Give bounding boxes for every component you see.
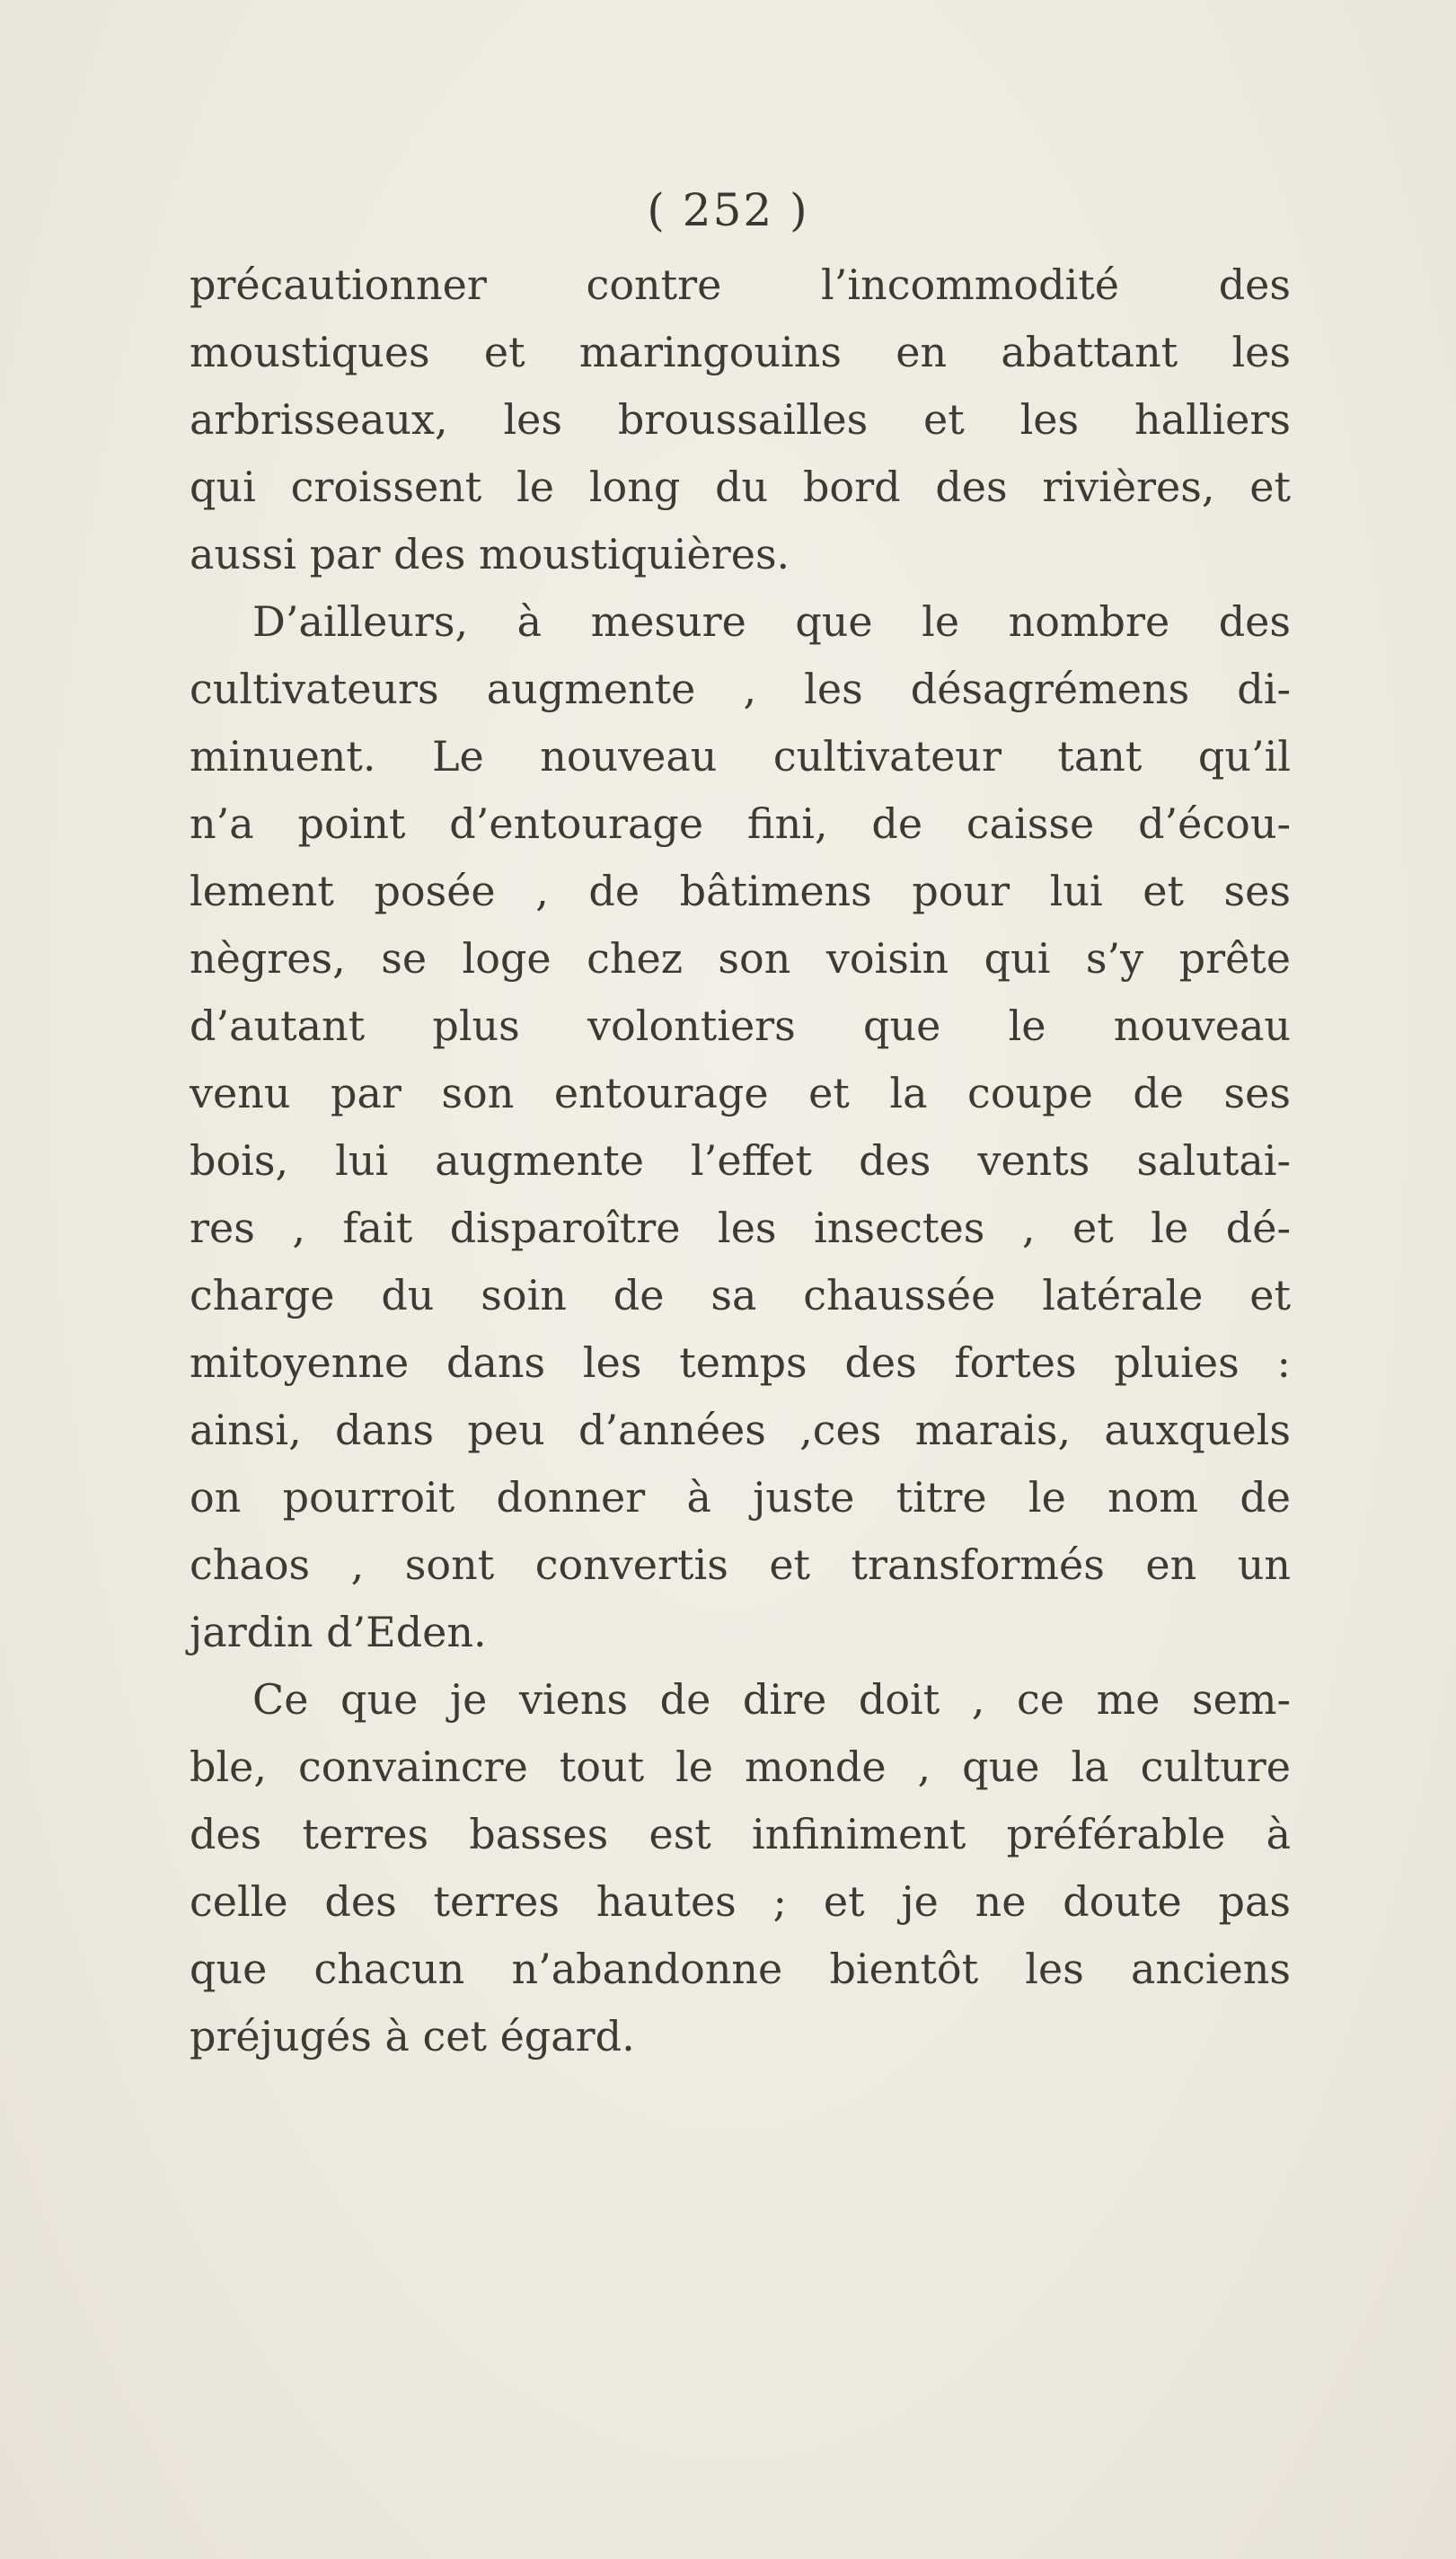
text-line: bois, lui augmente l’effet des vents salutai-	[190, 1136, 1291, 1185]
page-number: ( 252 )	[647, 184, 809, 236]
text-line: précautionner contre l’incommodité des	[190, 260, 1291, 309]
text-line: charge du soin de sa chaussée latérale et	[190, 1271, 1291, 1319]
text-line: aussi par des moustiquières.	[190, 530, 790, 578]
text-line: chaos , sont convertis et transformés en un	[190, 1540, 1291, 1589]
text-line: qui croissent le long du bord des rivières, et	[190, 463, 1291, 511]
text-line: mitoyenne dans les temps des fortes pluies :	[190, 1338, 1291, 1387]
paragraph-2	[190, 588, 1291, 1666]
text-line: res , fait disparoître les insectes , et le dé-	[190, 1204, 1291, 1252]
text-line: minuent. Le nouveau cultivateur tant qu’il	[190, 732, 1291, 781]
text-line: que chacun n’abandonne bientôt les anciens	[190, 1945, 1291, 1993]
text-line: ble, convaincre tout le monde , que la culture	[190, 1743, 1291, 1791]
body-text	[190, 251, 1291, 2070]
text-line: on pourroit donner à juste titre le nom de	[190, 1473, 1291, 1522]
text-line: n’a point d’entourage fini, de caisse d’écou-	[190, 799, 1291, 848]
text-line: lement posée , de bâtimens pour lui et ses	[190, 867, 1291, 915]
text-line: arbrisseaux, les broussailles et les halliers	[190, 395, 1291, 444]
text-line: ainsi, dans peu d’années ,ces marais, auxquels	[190, 1406, 1291, 1454]
text-line: celle des terres hautes ; et je ne doute pas	[190, 1877, 1291, 1926]
text-line: préjugés à cet égard.	[190, 2012, 635, 2060]
text-line: cultivateurs augmente , les désagrémens di-	[190, 665, 1291, 713]
paragraph-1	[190, 251, 1291, 588]
text-line: nègres, se loge chez son voisin qui s’y prête	[190, 934, 1291, 983]
text-line: D’ailleurs, à mesure que le nombre des	[252, 597, 1291, 646]
text-line: jardin d’Eden.	[190, 1608, 487, 1656]
text-line: d’autant plus volontiers que le nouveau	[190, 1002, 1291, 1050]
text-line: des terres basses est infiniment préférable à	[190, 1810, 1291, 1858]
text-line: moustiques et maringouins en abattant les	[190, 328, 1291, 376]
text-line: Ce que je viens de dire doit , ce me sem-	[252, 1675, 1291, 1724]
text-line: venu par son entourage et la coupe de ses	[190, 1069, 1291, 1117]
paragraph-3	[190, 1666, 1291, 2070]
